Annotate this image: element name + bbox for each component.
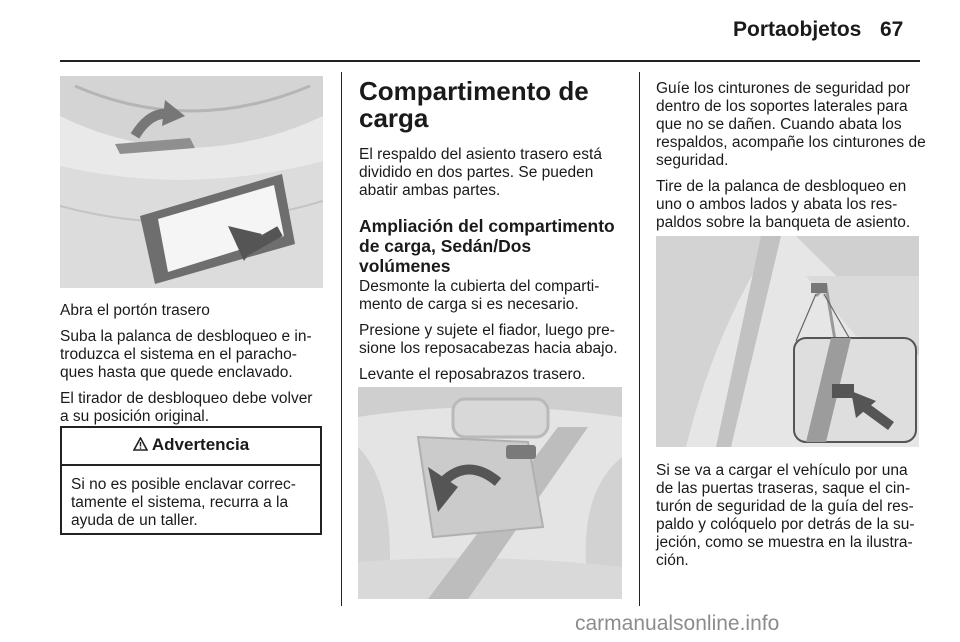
illustration-rear-bumper xyxy=(60,76,323,288)
paragraph: Guíe los cinturones de seguridad por dentro de los soportes laterales para que no se dañen. Cuando abata los respaldos, acompañe los cinturones de seguridad. xyxy=(656,80,926,169)
warning-header xyxy=(62,428,320,466)
column-2-text xyxy=(359,78,627,392)
paragraph: Suba la palanca de desbloqueo e in-troduzca el sistema en el paracho-ques hasta que quede enclavado. xyxy=(60,328,312,381)
column-divider-1 xyxy=(341,72,342,606)
page-number: 67 xyxy=(880,18,904,41)
warning-text: Si no es posible enclavar correc-tamente el sistema, recurra a la ayuda de un taller. xyxy=(71,476,296,529)
illustration-seat-latch xyxy=(358,387,622,599)
warning-triangle-icon xyxy=(133,435,152,454)
paragraph: Presione y sujete el fiador, luego pre-sione los reposacabezas hacia abajo. xyxy=(359,322,618,357)
subheading: Ampliación del compartimento de carga, Sedán/Dos volúmenes xyxy=(359,216,615,276)
paragraph: Si se va a cargar el vehículo por una de las puertas traseras, saque el cin-turón de seguridad de la guía del res-paldo y colóquelo por detrás de la su-jeción, como se muestra en la ilustra-ción. xyxy=(656,462,915,569)
column-1-text xyxy=(60,302,325,434)
section-title: Portaobjetos xyxy=(733,18,862,41)
illustration-seat-belt-guide xyxy=(656,236,919,447)
header-rule xyxy=(60,60,920,62)
page-header xyxy=(0,14,960,48)
paragraph: Levante el reposabrazos trasero. xyxy=(359,366,586,383)
paragraph: Desmonte la cubierta del comparti-mento de carga si es necesario. xyxy=(359,278,600,313)
paragraph: Abra el portón trasero xyxy=(60,302,210,319)
column-divider-2 xyxy=(639,72,640,606)
column-3-text-bottom xyxy=(656,462,928,578)
paragraph: Tire de la palanca de desbloqueo en uno o ambos lados y abata los res-paldos sobre la banqueta de asiento. xyxy=(656,178,911,231)
section-heading: Compartimento de carga xyxy=(359,76,589,133)
column-3-text-top xyxy=(656,80,926,240)
watermark: carmanualsonline.info xyxy=(575,612,780,635)
paragraph: El respaldo del asiento trasero está dividido en dos partes. Se pueden abatir ambas partes. xyxy=(359,146,602,199)
paragraph: El tirador de desbloqueo debe volver a su posición original. xyxy=(60,390,313,425)
warning-box xyxy=(60,426,322,535)
warning-title: Advertencia xyxy=(151,435,250,454)
